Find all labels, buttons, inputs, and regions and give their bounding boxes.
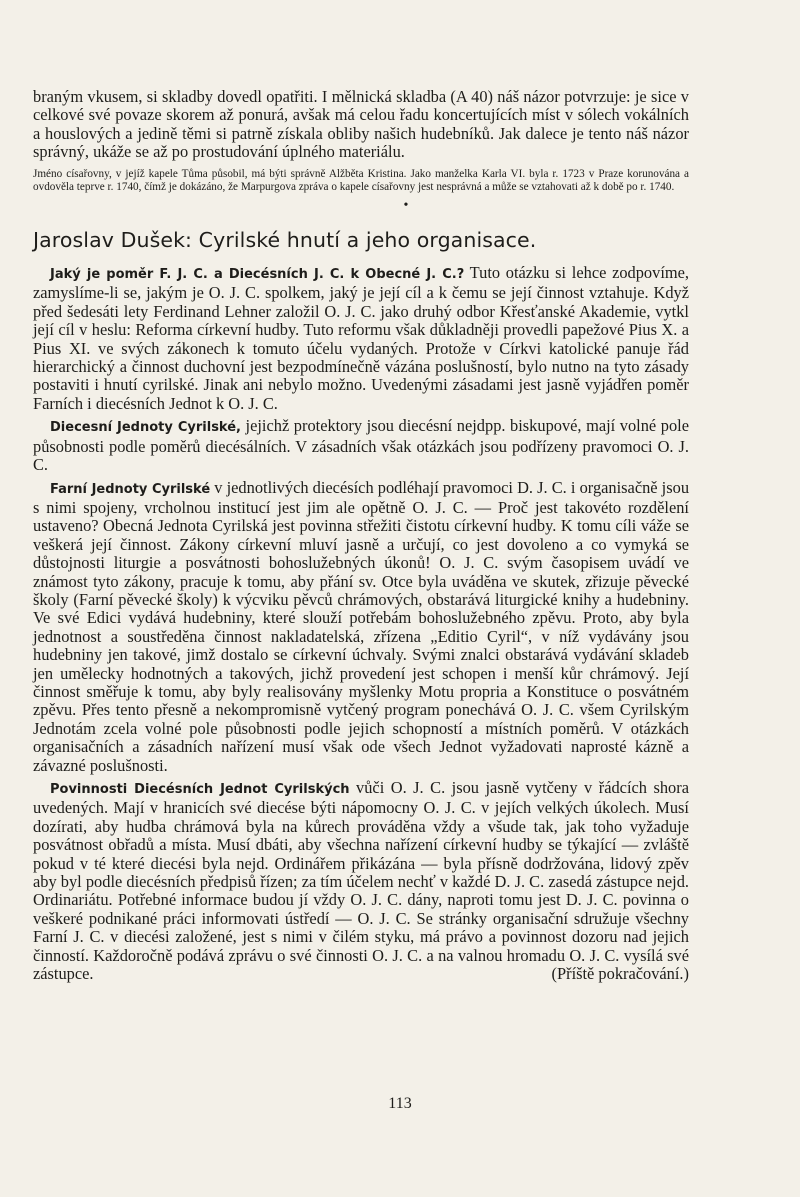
article-paragraph bbox=[33, 417, 689, 474]
footnote: Jméno císařovny, v jejíž kapele Tůma působil, má býti správně Alžběta Kristina. Jako manželka Karla VI. byla r. 1723 v Praze korunována a ovdověla teprve r. 1740, čímž je dokázáno, že Marpurgova zpráva o kapele císařovny jest nesprávná a může se vztahovati až k době po r. 1740. bbox=[33, 167, 689, 193]
paragraph-lead: Jaký je poměr F. J. C. a Diecésních J. C. k Obecné J. C.? bbox=[50, 267, 465, 283]
previous-article-ending: braným vkusem, si skladby dovedl opatřiti. I mělnická skladba (A 40) náš názor potvrzuje: je sice v celkové své povaze skorem až ponurá, avšak má celou řadu koncertujících míst v sólech vokálních a houslových a jedině těmi si patrně získala obliby našich hudebníků. Jak dalece je tento náš názor správný, ukáže se až po prostudování úplného materiálu. bbox=[33, 87, 689, 162]
text-column bbox=[33, 88, 689, 983]
article-paragraph bbox=[33, 779, 689, 983]
paragraph-text: Tuto otázku si lehce zodpovíme, zamyslíme-li se, jakým je O. J. C. spolkem, jaký je její cíl a k čemu se její činnost vztahuje. Když před šedesáti lety Ferdinand Lehner založil O. J. C. jako druhý odbor Křesťanské Akademie, vytkl její cíl v heslu: Reforma církevní hudby. Tuto reformu však důkladněji provedli papežové Pius X. a Pius XI. ve svých zákonech k tomuto účelu vydaných. Protože v Církvi katolické panuje řád hierarchický a činnost duchovní jest bezpodmínečně vázána poslušností, bylo nutno na tyto zásady postaviti i hnutí cyrilské. Jinak ani nebylo možno. Uvedenými zásadami jest jasně vyjádřen poměr Farních i diecésních Jednot k O. J. C. bbox=[33, 263, 689, 413]
paragraph-text: vůči O. J. C. jsou jasně vytčeny v řádcích shora uvedených. Mají v hranicích své diecése býti nápomocny O. J. C. v jejích velkých úkolech. Musí dozírati, aby hudba chrámová byla na kůrech prováděna vždy a všude tak, jak toho vyžaduje posvátnost obřadů a místa. Musí dbáti, aby všechna nařízení církevní hudby se týkající — zvláště pokud v té které diecési byla nejd. Ordinářem přikázána — byla přísně dodržována, lidový zpěv aby byl podle diecésních předpisů řízen; za tím účelem nechť v každé D. J. C. zasedá zástupce nejd. Ordinariátu. Potřebné informace budou jí vždy O. J. C. dány, naproti tomu jest D. J. C. povinna o veškeré podnikané práci informovati ústředí — O. J. C. Se stránky organisační sdružuje všechny Farní J. C. v diecési založené, jest s nimi v čilém styku, má právo a povinnost dozoru nad jejich činností. Každoročně podává zprávu o své činnosti O. J. C. a na valnou hromadu O. J. C. vysílá své zástupce. bbox=[33, 778, 689, 984]
page-number: 113 bbox=[388, 1095, 412, 1112]
article-title: Jaroslav Dušek: Cyrilské hnutí a jeho organisace. bbox=[33, 228, 537, 253]
continued-note: (Příště pokračování.) bbox=[551, 964, 689, 984]
paragraph-lead: Povinnosti Diecésních Jednot Cyrilských bbox=[50, 782, 350, 797]
article-paragraph bbox=[33, 264, 689, 413]
paragraph-text: v jednotlivých diecésích podléhají pravomoci D. J. C. i organisačně jsou s nimi spojeny, vrcholnou institucí jest jim ale opětně O. J. C. — Proč jest takovéto rozdělení ustaveno? Obecná Jednota Cyrilská jest povinna střežiti čistotu církevní hudby. K tomu cíli váže se veškerá její činnost. Zákony církevní mluví jasně a určují, co jest dovoleno a co vymyká se důstojnosti liturgie a posvátnosti bohoslužebných úkonů! O. J. C. svým časopisem uvádí ve známost tyto zákony, pracuje k tomu, aby přání sv. Otce byla uváděna ve skutek, zřizuje pěvecké školy (Farní pěvecké školy) k výcviku pěvců chrámových, obstarává liturgické knihy a hudebniny. Ve své Edici vydává hudebniny, které slouží potřebám bohoslužebného zpěvu. Proto, aby byla jednotnost a soustředěna činnost nakladatelská, zřízena „Editio Cyril“, v níž vydávány jsou hudebniny jen takové, jimž dostalo se církevní úchvaly. Svými znalci obstarává vydávání skladeb jen umělecky hodnotných a takových, jichž provedení jest schopen i menší kůr chrámový. Její činnost směřuje k tomu, aby byly realisovány myšlenky Motu propria a Konstituce o posvátném zpěvu. Přes tento přesně a nekompromisně vytčený program ponechává O. J. C. všem Cyrilským Jednotám zcela volné pole působnosti podle jejich schopností a místních poměrů. V otázkách organisačních a zásadních nařízení musí však ode všech Jednot vyžadovati naprosté kázně a závazné poslušnosti. bbox=[33, 477, 690, 775]
article-paragraph bbox=[33, 479, 689, 776]
paragraph-lead: Diecesní Jednoty Cyrilské, bbox=[50, 420, 241, 436]
paragraph-text: jejichž protektory jsou diecésní nejdpp. biskupové, mají volné pole působnosti podle poměrů diecésálních. V zásadních však otázkách jsou podřízeny pravomoci O. J. C. bbox=[33, 416, 689, 475]
paragraph-lead: Farní Jednoty Cyrilské bbox=[50, 481, 211, 497]
section-separator: • bbox=[403, 198, 409, 214]
